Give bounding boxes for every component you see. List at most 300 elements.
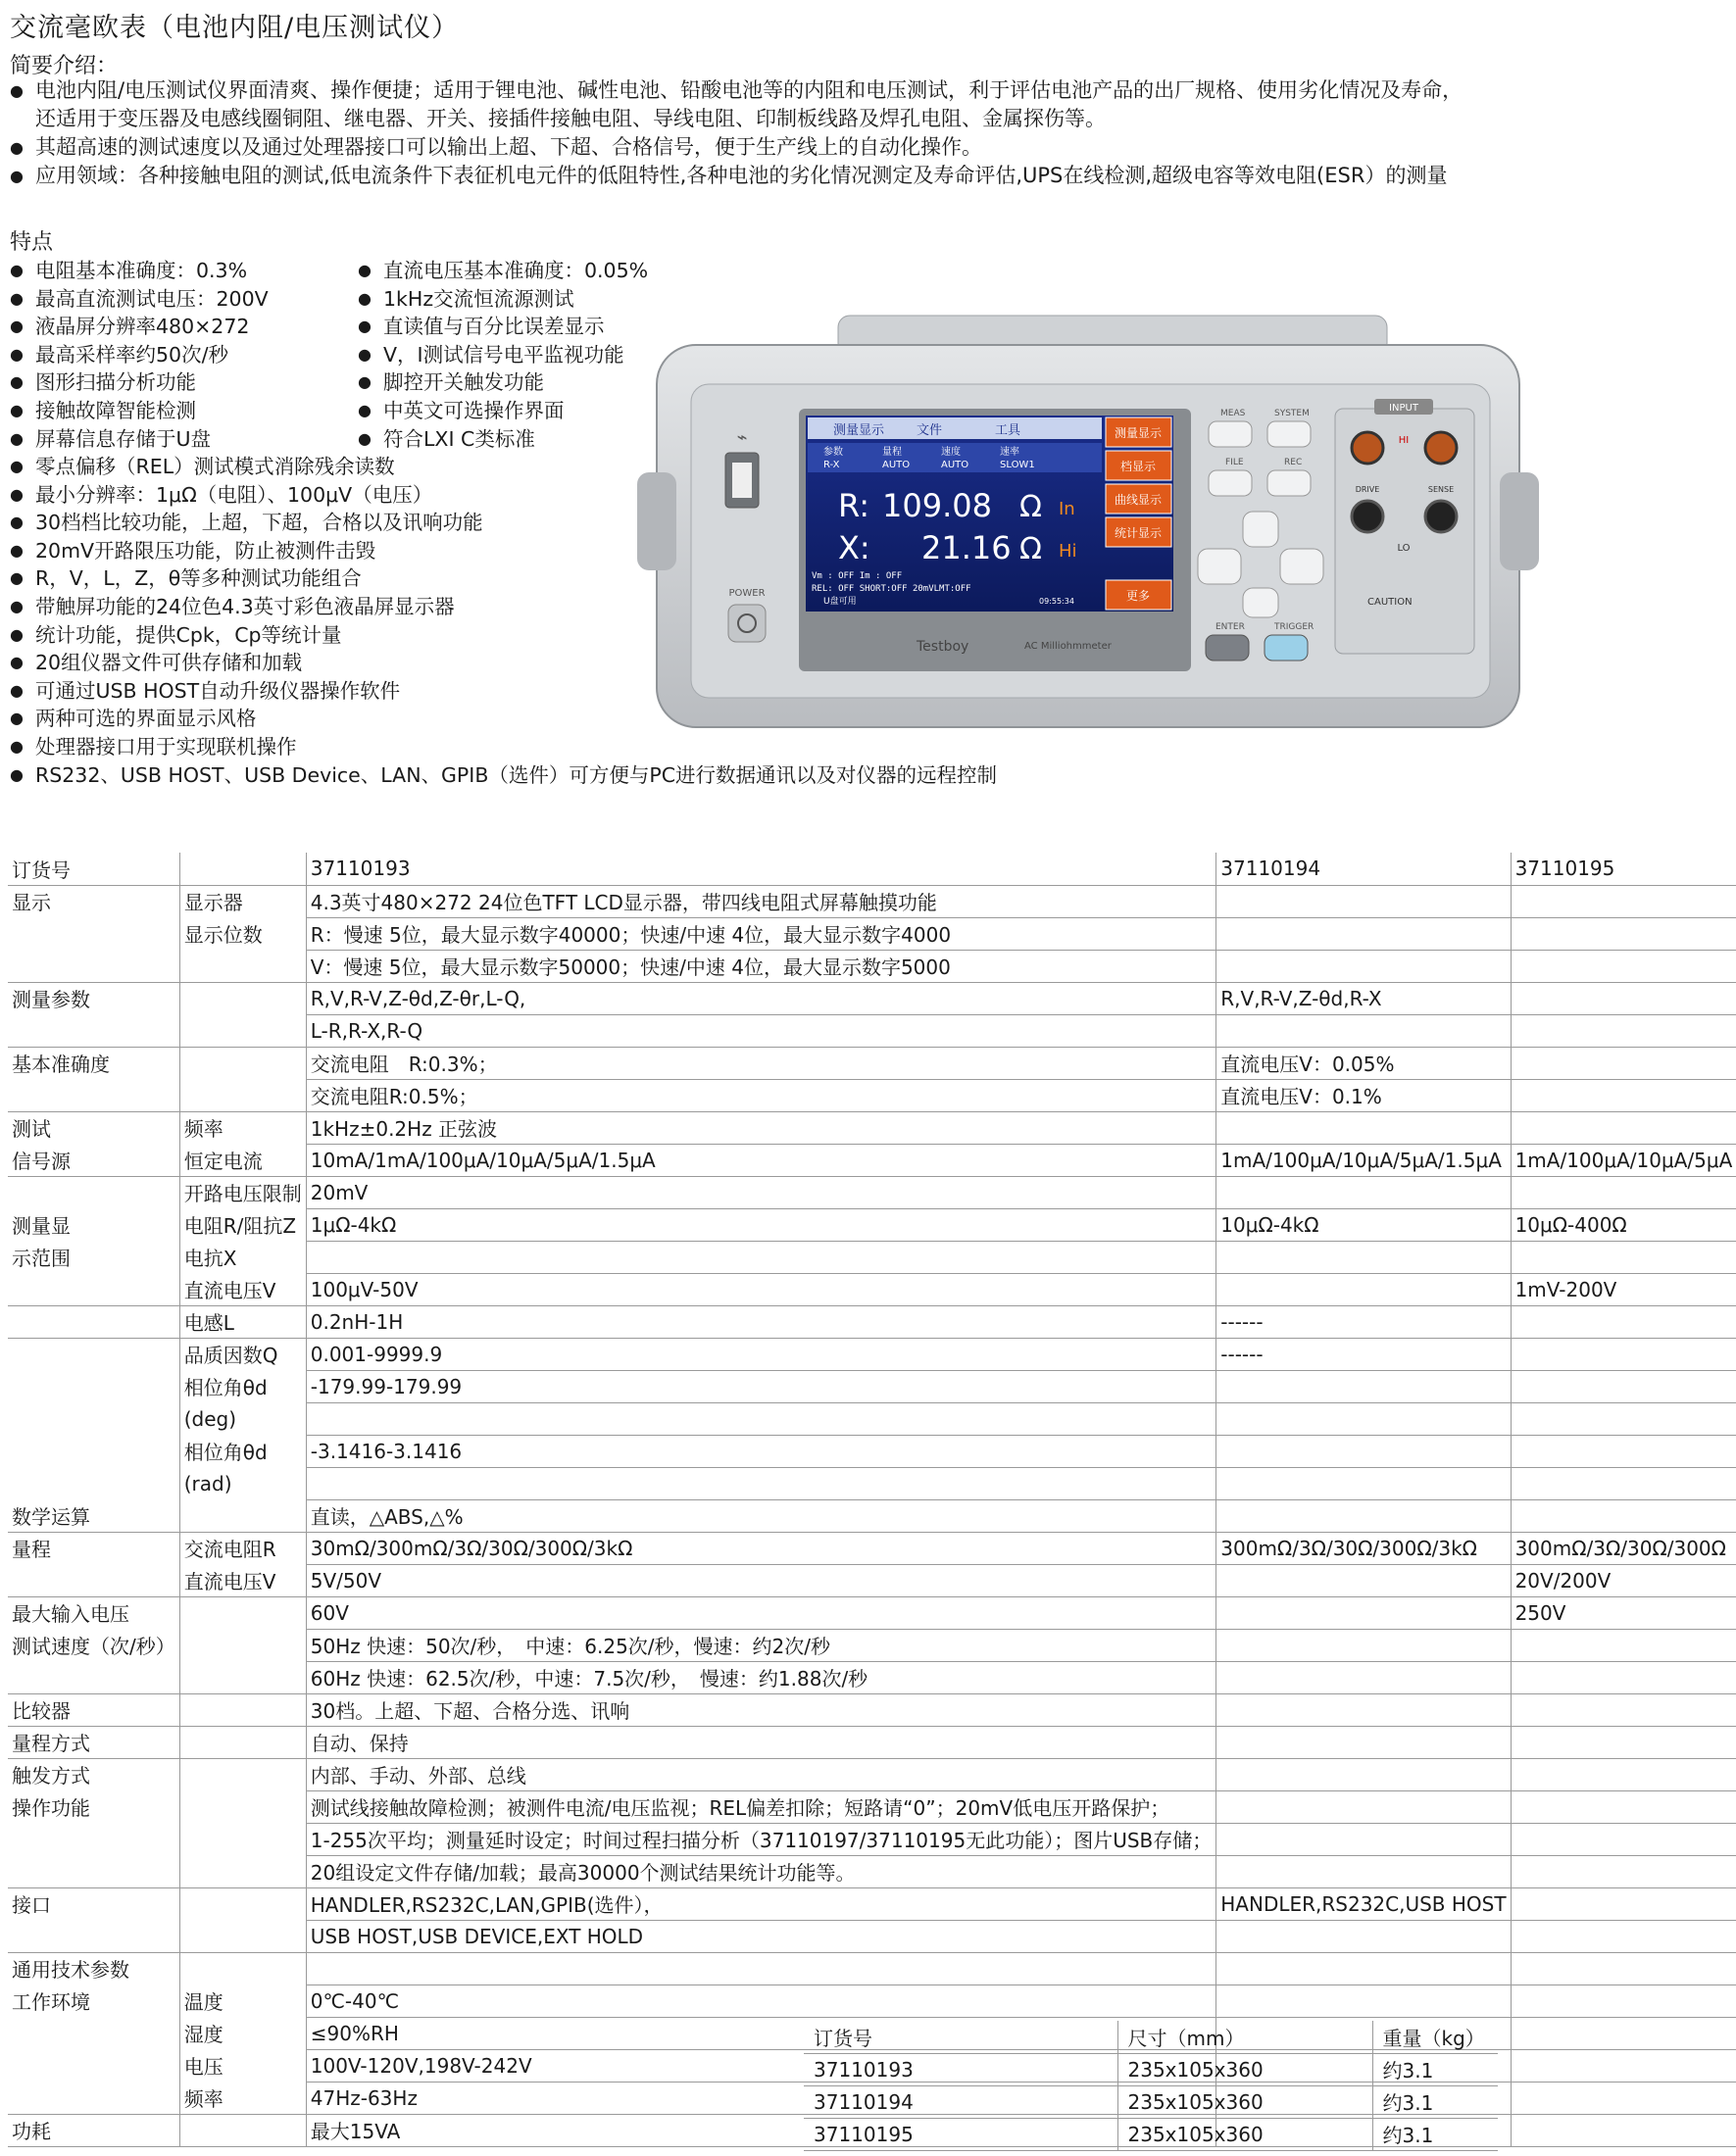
svg-text:速率: 速率 [1000,447,1019,458]
order-table-cell: 约3.1 [1372,2085,1498,2118]
spec-subcategory: 开路电压限制 [179,1176,306,1208]
spec-value: 1mA/100μA/10μA/5μA [1511,1144,1736,1176]
feature-item: ● V，I测试信号电平监视功能 [358,341,711,369]
spec-value: HANDLER,RS232C,USB HOST [1216,1887,1511,1920]
svg-text:In: In [1059,499,1075,519]
spec-category [8,1435,179,1467]
spec-value: 交流电阻R:0.5%； [306,1079,1216,1111]
spec-value [1511,1920,1736,1952]
spec-subcategory: 相位角θd [179,1370,306,1402]
svg-text:AC Milliohmmeter: AC Milliohmmeter [1024,641,1112,652]
spec-value [1511,982,1736,1014]
feature-item: ● 30档档比较功能，上超，下超，合格以及讯响功能 [10,509,997,537]
spec-subcategory [179,2114,306,2146]
spec-value: 20V/200V [1511,1564,1736,1596]
spec-category: 功耗 [8,2114,179,2146]
spec-row [8,1855,1736,1887]
spec-subcategory [179,1693,306,1726]
spec-value [1216,1984,1511,2017]
spec-value: 0.001-9999.9 [306,1338,1216,1370]
spec-category: 触发方式 [12,1764,90,1788]
svg-text:AUTO: AUTO [882,460,911,470]
order-table-cell: 37110194 [804,2085,1117,2118]
screen-tab: 工具 [995,423,1021,438]
order-table-cell: 235x105x360 [1117,2085,1372,2118]
spec-subcategory: 电抗X [179,1241,306,1273]
spec-value: 最大15VA [306,2114,1216,2146]
spec-category [8,1338,179,1370]
spec-row [8,1823,1736,1855]
feature-item: ● 带触屏功能的24位色4.3英寸彩色液晶屏显示器 [10,593,997,621]
spec-value [1216,1273,1511,1305]
spec-value: 20mV [306,1176,1216,1208]
spec-value: HANDLER,RS232C,LAN,GPIB(选件）， [306,1887,1216,1920]
spec-value [1511,1823,1736,1855]
svg-text:曲线显示: 曲线显示 [1114,493,1163,507]
feature-item: ● 屏幕信息存储于U盘 [10,425,363,454]
spec-category [8,1920,179,1952]
spec-value [1216,1402,1511,1435]
feature-item: ● 两种可选的界面显示风格 [10,705,997,733]
spec-row [8,1176,1736,1208]
spec-value [1216,885,1511,917]
spec-category [8,1305,179,1338]
svg-text:REC: REC [1284,458,1303,467]
spec-row [8,1338,1736,1370]
order-dimensions-table [804,2021,1498,2151]
order-table-cell: 约3.1 [1372,2118,1498,2150]
spec-value: 4.3英寸480×272 24位色TFT LCD显示器，带四线电阻式屏幕触摸功能 [306,885,1216,917]
spec-row [8,1208,1736,1241]
spec-category: 操作功能 [12,1796,90,1820]
spec-subcategory [179,982,306,1014]
spec-category [8,1855,179,1887]
spec-table [8,853,1736,2147]
spec-value [1216,1435,1511,1467]
spec-value: 1-255次平均；测量延时设定；时间过程扫描分析（37110197/37110195无此功能）；图片USB存储； [306,1823,1216,1855]
spec-category: 测试速度（次/秒） [12,1635,175,1658]
svg-text:Ω: Ω [1019,490,1042,524]
feature-item: ● 处理器接口用于实现联机操作 [10,733,997,761]
intro-item: ● 应用领域：各种接触电阻的测试,低电流条件下表征机电元件的低阻特性,各种电池的劣化情况测定及寿命评估,UPS在线检测,超级电容等效电阻(ESR）的测量 [10,162,1480,190]
spec-subcategory [179,1596,306,1629]
feature-item: ● 最小分辨率：1μΩ（电阻）、100μV（电压） [10,481,997,510]
reading-x-value: 21.16 [921,529,1012,566]
feature-item: ● 20mV开路限压功能，防止被测件击毁 [10,537,997,565]
order-table-cell: 37110195 [804,2118,1117,2150]
spec-value: 10μΩ-400Ω [1511,1208,1736,1241]
feature-item: ● 液晶屏分辨率480×272 [10,313,363,341]
spec-value: 10μΩ-4kΩ [1216,1208,1511,1241]
spec-row [8,1014,1736,1047]
spec-row [8,1499,1736,1532]
svg-text:INPUT: INPUT [1389,403,1418,414]
svg-text:DRIVE: DRIVE [1355,485,1380,494]
spec-row [8,1693,1736,1726]
svg-text:Ω: Ω [1019,532,1042,566]
spec-value [1511,1952,1736,1984]
spec-value [306,1241,1216,1273]
spec-value [1216,1661,1511,1693]
spec-category [8,2017,179,2049]
spec-subcategory: 电感L [179,1305,306,1338]
spec-value: 250V [1511,1596,1736,1629]
spec-value [1511,1661,1736,1693]
svg-text:参数: 参数 [823,447,843,458]
intro-list [10,76,1480,190]
svg-text:ENTER: ENTER [1215,622,1245,632]
spec-category [8,950,179,982]
order-table-row [804,2118,1498,2150]
spec-value: 1kHz±0.2Hz 正弦波 [306,1111,1216,1144]
brand-logo: Testboy [917,639,969,655]
spec-value [1511,1370,1736,1402]
feature-item: ● 直读值与百分比误差显示 [358,313,711,341]
spec-row [8,1144,1736,1176]
svg-text:LO: LO [1397,543,1411,554]
spec-category: 量程 [12,1538,51,1562]
screen-side-buttons [1106,417,1171,610]
spec-subcategory [179,950,306,982]
spec-category: 通用技术参数 [12,1958,129,1983]
svg-text:量程: 量程 [882,447,902,458]
spec-category [8,1564,179,1596]
spec-value [1511,1305,1736,1338]
spec-subcategory: 温度 [179,1984,306,2017]
order-table-cell: 37110193 [804,2053,1117,2085]
spec-category [8,1370,179,1402]
spec-subcategory: 品质因数Q [179,1338,306,1370]
spec-value [1511,1014,1736,1047]
reading-r-label: R: [838,487,870,524]
feature-item: ● 接触故障智能检测 [10,397,363,425]
spec-row [8,1370,1736,1402]
spec-category: 比较器 [8,1693,179,1726]
spec-value [1216,1790,1511,1823]
spec-row [8,950,1736,982]
feature-item: ● 可通过USB HOST自动升级仪器操作软件 [10,677,997,706]
spec-category [8,1467,179,1499]
feature-item: ● 最高直流测试电压：200V [10,285,363,314]
svg-text:U盘可用: U盘可用 [823,597,857,607]
svg-text:HI: HI [1398,435,1410,446]
spec-row [8,885,1736,917]
spec-category: 示范围 [12,1247,71,1270]
spec-value: 1μΩ-4kΩ [306,1208,1216,1241]
spec-value: 自动、保持 [306,1726,1216,1758]
svg-text:统计显示: 统计显示 [1114,526,1163,540]
features-heading: 特点 [10,230,54,255]
spec-category [8,1823,179,1855]
spec-value [1511,1467,1736,1499]
spec-row [8,1047,1736,1079]
spec-value: -3.1416-3.1416 [306,1435,1216,1467]
spec-subcategory: 电压 [179,2049,306,2082]
svg-text:Hi: Hi [1059,541,1077,562]
spec-value: 直流电压V：0.1% [1216,1079,1511,1111]
spec-value [1216,1370,1511,1402]
spec-value [1216,1499,1511,1532]
spec-category: 订货号 [8,853,179,885]
spec-value: R,V,R-V,Z-θd,Z-θr,L-Q, [306,982,1216,1014]
spec-value: 100V-120V,198V-242V [306,2049,1216,2082]
spec-value [1511,1887,1736,1920]
spec-subcategory: 恒定电流 [179,1144,306,1176]
svg-text:速度: 速度 [941,447,961,458]
order-table-header: 尺寸（mm） [1117,2021,1372,2053]
feature-item: ● 中英文可选操作界面 [358,397,711,425]
spec-subcategory [179,1079,306,1111]
spec-value: ≤90%RH [306,2017,1216,2049]
spec-subcategory: 显示器 [179,885,306,917]
spec-value: 0.2nH-1H [306,1305,1216,1338]
svg-text:测量显示: 测量显示 [1114,426,1163,440]
spec-subcategory: 相位角θd [179,1435,306,1467]
spec-subcategory [179,1014,306,1047]
spec-subcategory: 湿度 [179,2017,306,2049]
spec-value: 20组设定文件存储/加载；最高30000个测试结果统计功能等。 [306,1855,1216,1887]
feature-item: ● 零点偏移（REL）测试模式消除残余读数 [10,453,997,481]
spec-value: V：慢速 5位，最大显示数字50000；快速/中速 4位，最大显示数字5000 [306,950,1216,982]
spec-value: 100μV-50V [306,1273,1216,1305]
svg-text:REL: OFF SHORT:OFF 20mVLMT:O: REL: OFF SHORT:OFF 20mVLMT:OFF [812,584,971,594]
intro-item: ● 电池内阻/电压测试仪界面清爽、操作便捷；适用于锂电池、碱性电池、铅酸电池等的内阻和电压测试，利于评估电池产品的出厂规格、使用劣化情况及寿命，还适用于变压器及电感线圈铜阻、继电器、开关、接插件接触电阻、导线电阻、印制板线路及焊孔电阻、金属探伤等。 [10,76,1480,133]
spec-row [8,1758,1736,1790]
spec-subcategory: 交流电阻R [179,1532,306,1564]
svg-text:SYSTEM: SYSTEM [1274,409,1310,418]
spec-value: 1mA/100μA/10μA/5μA/1.5μA [1216,1144,1511,1176]
feature-item: ● 20组仪器文件可供存储和加载 [10,649,997,677]
spec-value [1216,950,1511,982]
features-column-1 [10,257,363,453]
spec-row [8,1952,1736,1984]
spec-subcategory [179,1823,306,1855]
svg-text:CAUTION: CAUTION [1367,597,1413,608]
spec-row [8,1661,1736,1693]
feature-item: ● 统计功能，提供Cpk，Cp等统计量 [10,621,997,650]
spec-value [1511,2017,1736,2049]
svg-text:⌁: ⌁ [736,427,748,448]
spec-subcategory: 显示位数 [179,917,306,950]
spec-value: 47Hz-63Hz [306,2082,1216,2114]
intro-heading: 简要介绍： [10,54,119,78]
spec-value [1216,1176,1511,1208]
spec-value [1511,917,1736,950]
spec-row [8,1726,1736,1758]
spec-subcategory [179,1499,306,1532]
feature-item: ● 脚控开关触发功能 [358,368,711,397]
spec-value: 直流电压V：0.05% [1216,1047,1511,1079]
feature-item: ● 最高采样率约50次/秒 [10,341,363,369]
spec-row [8,1629,1736,1661]
spec-value: R,V,R-V,Z-θd,R-X [1216,982,1511,1014]
svg-text:SLOW1: SLOW1 [1000,460,1035,470]
svg-text:AUTO: AUTO [941,460,969,470]
spec-category: 接口 [12,1893,51,1918]
spec-value: 直读，△ABS,△% [306,1499,1216,1532]
spec-row [8,1532,1736,1564]
spec-value: USB HOST,USB DEVICE,EXT HOLD [306,1920,1216,1952]
spec-row [8,1079,1736,1111]
spec-category [8,1273,179,1305]
spec-value: ------ [1216,1305,1511,1338]
spec-row [8,1564,1736,1596]
spec-category: 基本准确度 [12,1053,110,1077]
spec-value [1511,1241,1736,1273]
spec-row [8,1467,1736,1499]
page-title: 交流毫欧表（电池内阻/电压测试仪） [10,13,460,43]
spec-subcategory: 直流电压V [179,1273,306,1305]
spec-row [8,1273,1736,1305]
feature-item: ● 图形扫描分析功能 [10,368,363,397]
spec-value [306,1467,1216,1499]
spec-value [1511,950,1736,982]
order-table-cell: 235x105x360 [1117,2053,1372,2085]
order-table-row [804,2085,1498,2118]
spec-value [1511,1855,1736,1887]
spec-subcategory [179,1920,306,1952]
spec-row [8,1111,1736,1144]
spec-row [8,1596,1736,1629]
spec-value: L-R,R-X,R-Q [306,1014,1216,1047]
reading-r-value: 109.08 [882,487,992,524]
spec-category: 量程方式 [8,1726,179,1758]
spec-subcategory: 频率 [179,1111,306,1144]
spec-value: 37110194 [1216,853,1511,885]
feature-item: ● RS232、USB HOST、USB Device、LAN、GPIB（选件）可方便与PC进行数据通讯以及对仪器的远程控制 [10,761,997,790]
spec-subcategory: 直流电压V [179,1564,306,1596]
spec-subcategory [179,1629,306,1661]
spec-value [1511,1693,1736,1726]
spec-value: 60V [306,1596,1216,1629]
spec-value [1216,1111,1511,1144]
spec-category: 数学运算 [8,1499,179,1532]
spec-subcategory [179,1952,306,1984]
spec-value [1511,2049,1736,2082]
spec-subcategory [179,853,306,885]
spec-value [1216,1855,1511,1887]
spec-value: 300mΩ/3Ω/30Ω/300Ω [1511,1532,1736,1564]
spec-value: 测试线接触故障检测；被测件电流/电压监视；REL偏差扣除；短路请“0”；20mV低电压开路保护； [306,1790,1216,1823]
spec-category: 测量参数 [12,988,90,1012]
spec-category: 显示 [12,891,51,915]
spec-value [306,1402,1216,1435]
spec-value: -179.99-179.99 [306,1370,1216,1402]
spec-row [8,1402,1736,1435]
spec-category [8,1079,179,1111]
order-table-cell: 235x105x360 [1117,2118,1372,2150]
spec-value [1511,1499,1736,1532]
spec-value [1511,1726,1736,1758]
spec-value [1216,1920,1511,1952]
spec-subcategory: (rad) [179,1467,306,1499]
power-label: POWER [728,588,766,599]
spec-subcategory: 频率 [179,2082,306,2114]
spec-row [8,1790,1736,1823]
svg-text:09:55:34: 09:55:34 [1039,597,1074,606]
spec-value [1216,1823,1511,1855]
spec-value [1216,1596,1511,1629]
spec-category [8,1014,179,1047]
order-table-cell: 约3.1 [1372,2053,1498,2085]
spec-value [1511,1176,1736,1208]
svg-text:MEAS: MEAS [1220,409,1246,418]
svg-text:FILE: FILE [1225,458,1244,467]
spec-row [8,982,1736,1014]
spec-value [1216,1693,1511,1726]
svg-text:R-X: R-X [823,460,840,470]
feature-item: ● R，V，L，Z，θ等多种测试功能组合 [10,564,997,593]
spec-value: ------ [1216,1338,1511,1370]
spec-subcategory [179,1855,306,1887]
spec-row [8,853,1736,885]
spec-value: R：慢速 5位，最大显示数字40000；快速/中速 4位，最大显示数字4000 [306,917,1216,950]
spec-value: 300mΩ/3Ω/30Ω/300Ω/3kΩ [1216,1532,1511,1564]
spec-subcategory: 电阻R/阻抗Z [179,1208,306,1241]
spec-value: 30mΩ/300mΩ/3Ω/30Ω/300Ω/3kΩ [306,1532,1216,1564]
svg-text:SENSE: SENSE [1427,485,1455,494]
spec-category [8,2082,179,2114]
spec-category [8,917,179,950]
spec-category [8,1176,179,1208]
spec-subcategory [179,1661,306,1693]
intro-item: ● 其超高速的测试速度以及通过处理器接口可以输出上超、下超、合格信号，便于生产线上的自动化操作。 [10,133,1480,162]
spec-value: 50Hz 快速：50次/秒， 中速：6.25次/秒，慢速：约2次/秒 [306,1629,1216,1661]
spec-value [1216,1564,1511,1596]
spec-category: 测试 [12,1117,51,1142]
spec-row [8,1984,1736,2017]
spec-value [306,1952,1216,1984]
spec-subcategory [179,1726,306,1758]
spec-category: 工作环境 [12,1990,90,2014]
spec-value [1511,1079,1736,1111]
spec-value [1216,1014,1511,1047]
spec-category [8,1402,179,1435]
feature-item: ● 直流电压基本准确度：0.05% [358,257,711,285]
spec-value [1511,1435,1736,1467]
screen-tab: 测量显示 [833,423,885,438]
screen-tab: 文件 [917,423,943,438]
spec-value: 37110195 [1511,853,1736,885]
spec-value [1511,2114,1736,2146]
spec-row [8,1241,1736,1273]
spec-category: 测量显 [12,1214,71,1238]
spec-row [8,1920,1736,1952]
svg-text:TRIGGER: TRIGGER [1274,622,1314,632]
spec-subcategory [179,1887,306,1920]
spec-value: 内部、手动、外部、总线 [306,1758,1216,1790]
spec-category: 最大输入电压 [12,1602,129,1627]
spec-subcategory [179,1790,306,1823]
spec-value: 30档。上超、下超、合格分选、讯响 [306,1693,1216,1726]
spec-value [1511,1338,1736,1370]
order-table-header: 订货号 [804,2021,1117,2053]
order-table-row [804,2053,1498,2085]
feature-item: ● 电阻基本准确度：0.3% [10,257,363,285]
spec-value: 1mV-200V [1511,1273,1736,1305]
spec-row [8,917,1736,950]
spec-value: 0℃-40℃ [306,1984,1216,2017]
spec-value [1511,2082,1736,2114]
spec-row [8,1305,1736,1338]
spec-value [1511,1758,1736,1790]
spec-value [1511,1629,1736,1661]
spec-value [1511,1111,1736,1144]
spec-value: 5V/50V [306,1564,1216,1596]
spec-value [1216,917,1511,950]
svg-text:档显示: 档显示 [1119,460,1157,473]
spec-row [8,1435,1736,1467]
